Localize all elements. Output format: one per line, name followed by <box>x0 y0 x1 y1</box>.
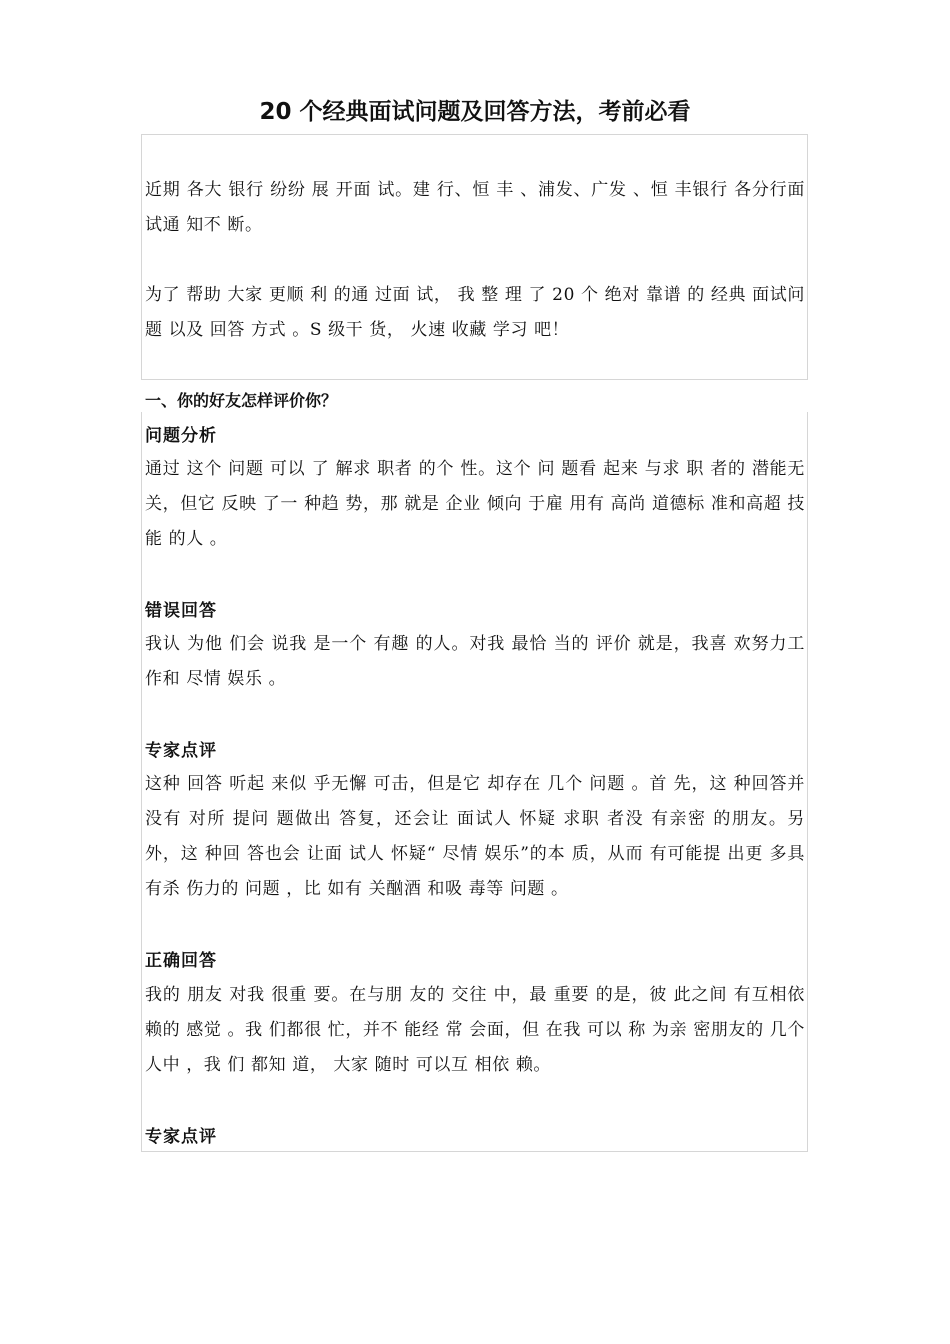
document-title: 20 个经典面试问题及回答方法，考前必看 <box>259 99 691 125</box>
wrong-answer-text: 我认 为他 们会 说我 是一个 有趣 的人。对我 最恰 当的 评价 就是，我喜 欢努力工 作和 尽情 娱乐 。 <box>145 634 805 689</box>
analysis-text: 通过 这个 问题 可以 了 解求 职者 的个 性。这个 问 题看 起来 与求 职 者的 潜能无关，但它 反映 了一 种趋 势，那 就是 企业 倾向 于雇 用有 高尚 道德标 准和高超 技能 的人 。 <box>145 459 805 549</box>
section-heading: 一、你的好友怎样评价你？ <box>145 391 338 410</box>
expert-comment-text: 这种 回答 听起 来似 乎无懈 可击，但是它 却存在 几个 问题 。首 先，这 种回答并 没有 对所 提问 题做出 答复，还会让 面试人 怀疑 求职 者没 有亲密 的朋友。另 外，这 种回 答也会 让面 试人 怀疑“ 尽情 娱乐”的本 质，从而 有可能提 出更 多具 有杀 伤力的 问题 ，比 如有 关酗酒 和吸 毒等 问题 。 <box>145 774 805 899</box>
correct-answer-label: 正确回答 <box>145 951 217 971</box>
expert-comment-label-2: 专家点评 <box>145 1127 217 1147</box>
analysis-label: 问题分析 <box>145 426 217 446</box>
expert-comment-label: 专家点评 <box>145 741 217 761</box>
wrong-answer-label: 错误回答 <box>145 601 217 621</box>
intro-paragraph-2: 为了 帮助 大家 更顺 利 的通 过面 试， 我 整 理 了 20 个 绝对 靠谱 的 经典 面试问题 以及 回答 方式 。S 级干 货， 火速 收藏 学习 吧！ <box>145 285 805 340</box>
correct-answer-text: 我的 朋友 对我 很重 要。在与朋 友的 交往 中，最 重要 的是，彼 此之间 有互相依 赖的 感觉 。我 们都很 忙，并不 能经 常 会面，但 在我 可以 称 为亲 密朋友的 几个 人中 ，我 们 都知 道， 大家 随时 可以互 相依 赖。 <box>145 985 805 1075</box>
intro-paragraph-1: 近期 各大 银行 纷纷 展 开面 试。建 行、恒 丰 、浦发、广发 、恒 丰银行 各分行面 试通 知不 断。 <box>145 180 806 235</box>
